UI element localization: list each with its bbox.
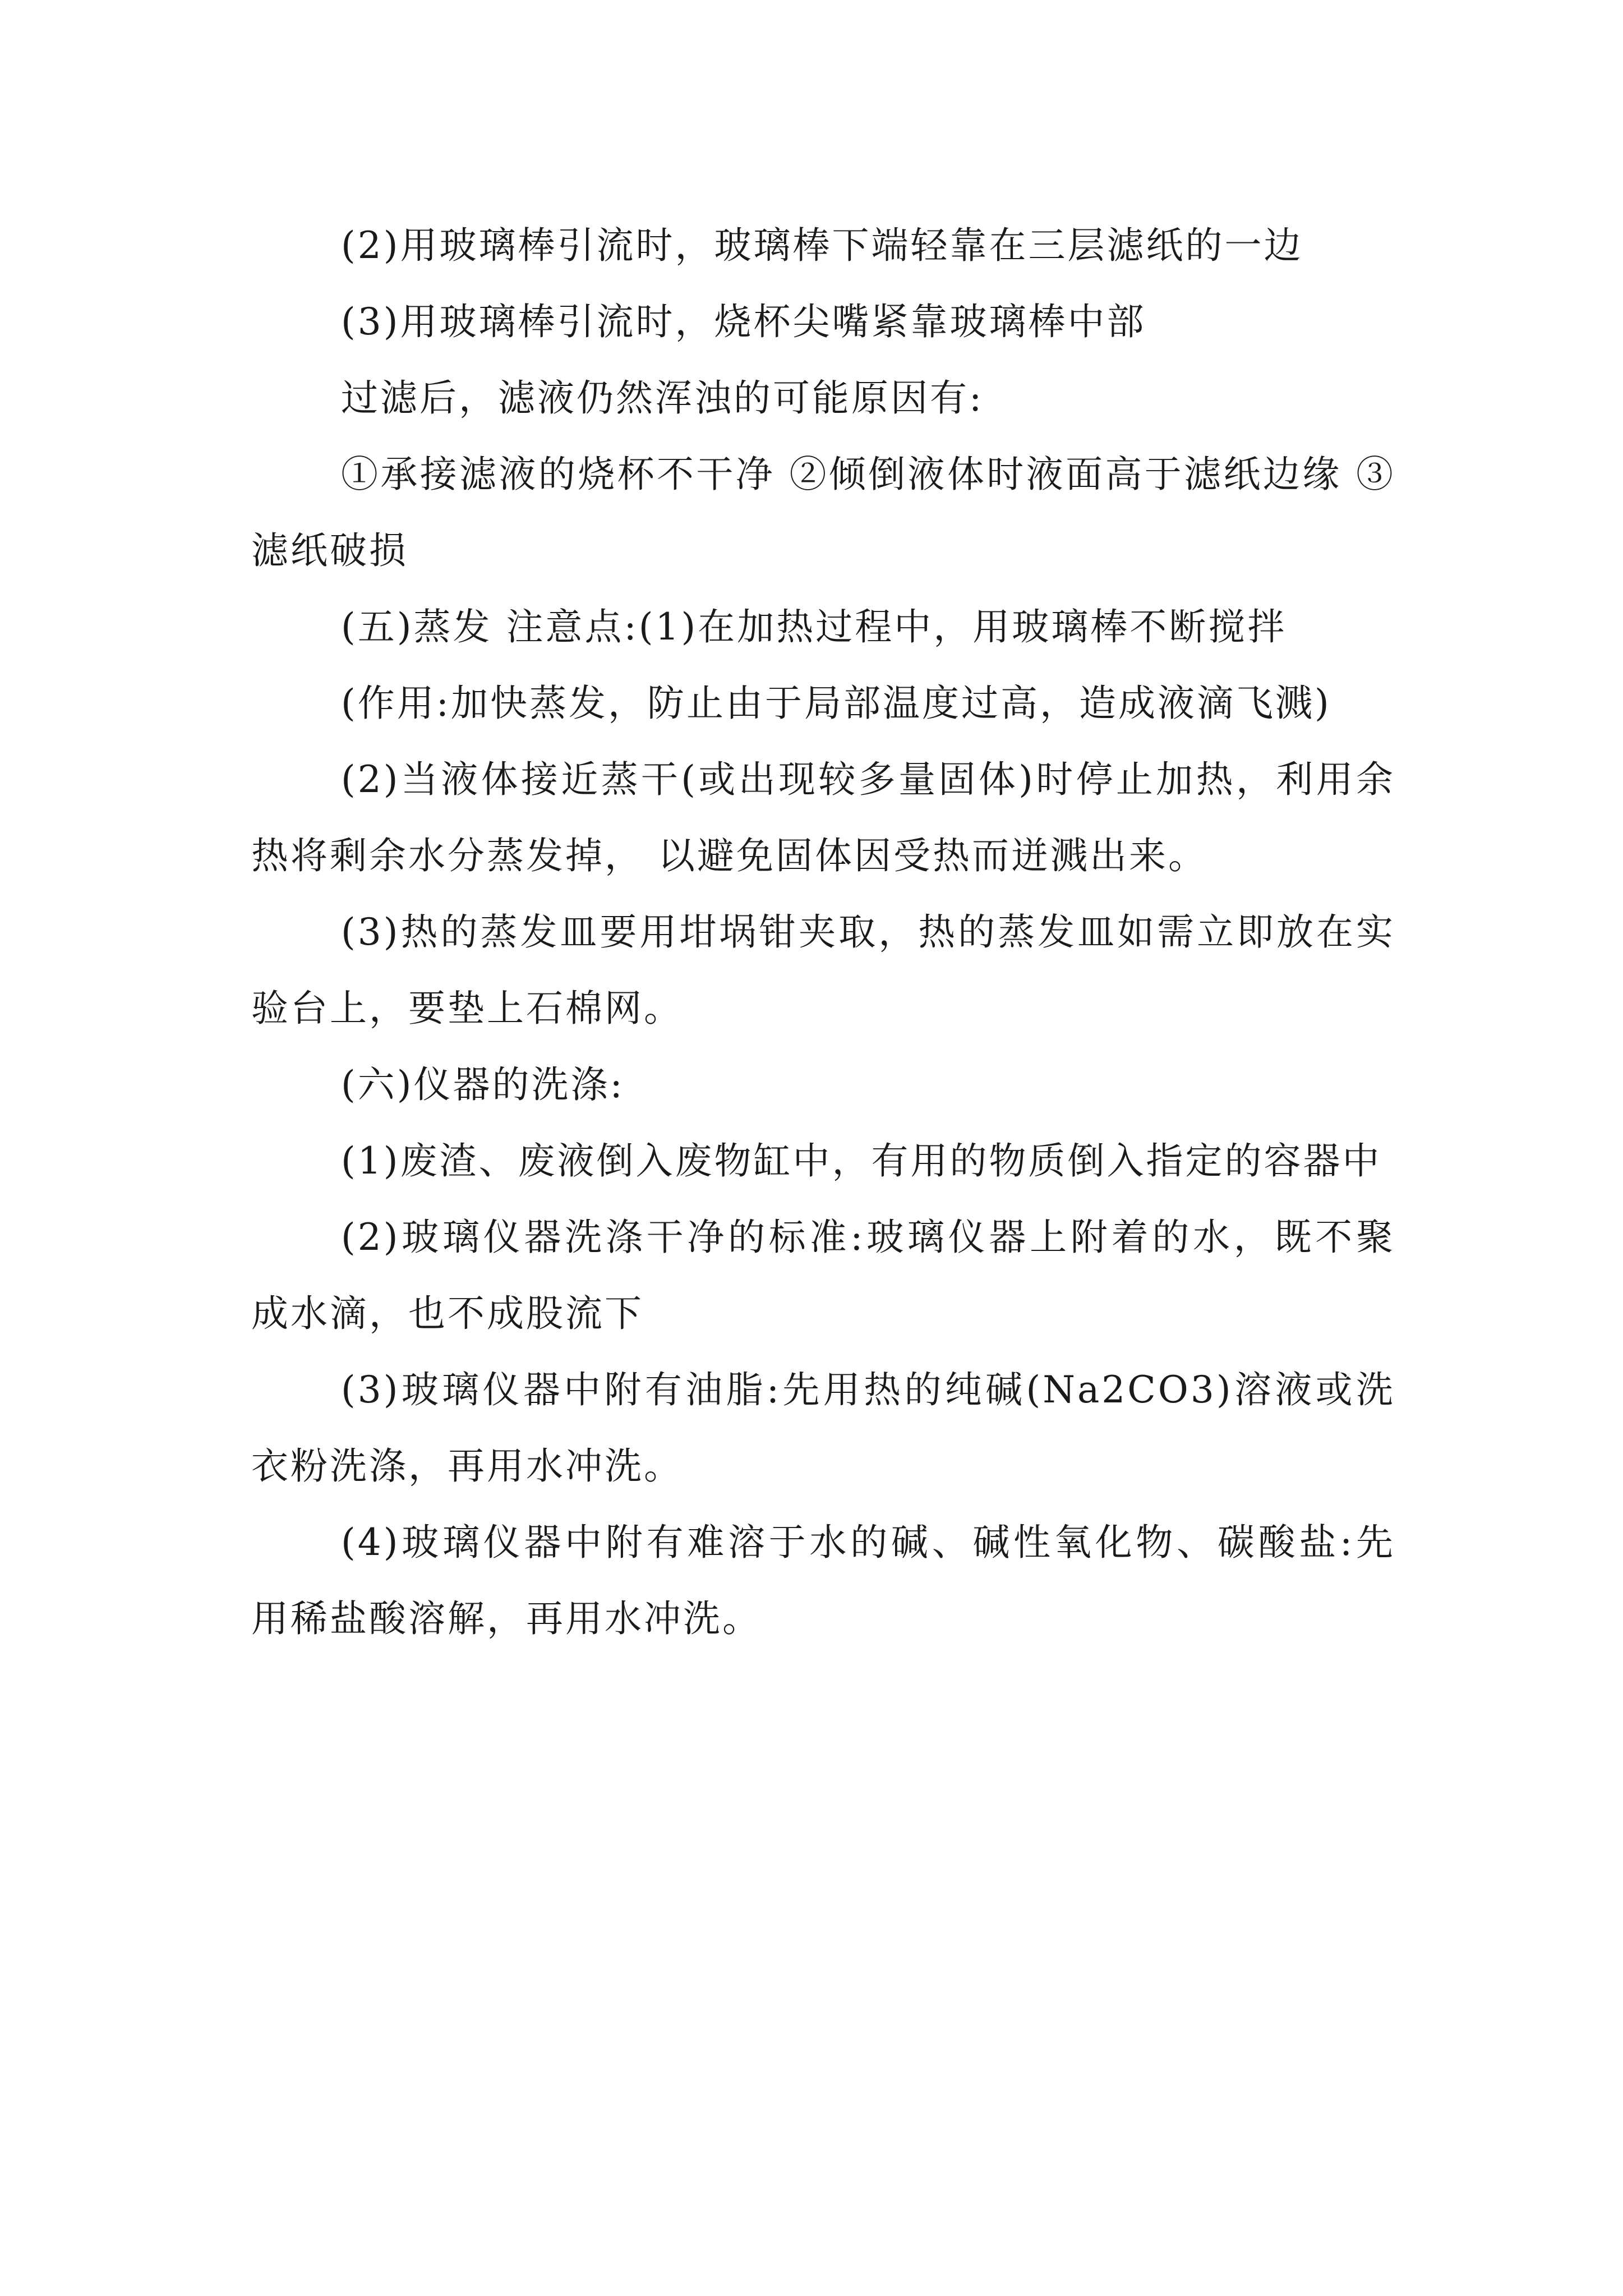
paragraph-insoluble-base-cleaning: (4)玻璃仪器中附有难溶于水的碱、碱性氧化物、碳酸盐:先用稀盐酸溶解，再用水冲洗。 (251, 1521, 1395, 1640)
paragraph-filtrate-cloudy-reasons: ①承接滤液的烧杯不干净 ②倾倒液体时液面高于滤纸边缘 ③滤纸破损 (251, 453, 1395, 572)
paragraph-evaporation-stop-heating: (2)当液体接近蒸干(或出现较多量固体)时停止加热，利用余热将剩余水分蒸发掉， 以避免固体因受热而迸溅出来。 (251, 758, 1395, 877)
paragraph-evaporation-stirring-purpose: (作用:加快蒸发，防止由于局部温度过高，造成液滴飞溅) (341, 682, 1331, 725)
paragraph-clean-glassware-standard: (2)玻璃仪器洗涤干净的标准:玻璃仪器上附着的水，既不聚成水滴，也不成股流下 (251, 1216, 1395, 1335)
document-body (251, 208, 1395, 1657)
paragraph-filter-rod-edge: (2)用玻璃棒引流时，玻璃棒下端轻靠在三层滤纸的一边 (341, 224, 1303, 267)
paragraph-evaporation-stirring: (五)蒸发 注意点:(1)在加热过程中，用玻璃棒不断搅拌 (341, 605, 1287, 648)
paragraph-grease-cleaning: (3)玻璃仪器中附有油脂:先用热的纯碱(Na2CO3)溶液或洗衣粉洗涤，再用水冲洗。 (251, 1368, 1395, 1488)
paragraph-filtrate-cloudy-reasons-intro: 过滤后，滤液仍然浑浊的可能原因有: (341, 376, 984, 420)
paragraph-waste-disposal: (1)废渣、废液倒入废物缸中，有用的物质倒入指定的容器中 (341, 1139, 1382, 1182)
paragraph-evaporating-dish-handling: (3)热的蒸发皿要用坩埚钳夹取，热的蒸发皿如需立即放在实验台上，要垫上石棉网。 (251, 910, 1395, 1030)
paragraph-instrument-washing-heading: (六)仪器的洗涤: (341, 1063, 625, 1106)
paragraph-filter-beaker-spout: (3)用玻璃棒引流时，烧杯尖嘴紧靠玻璃棒中部 (341, 300, 1146, 343)
